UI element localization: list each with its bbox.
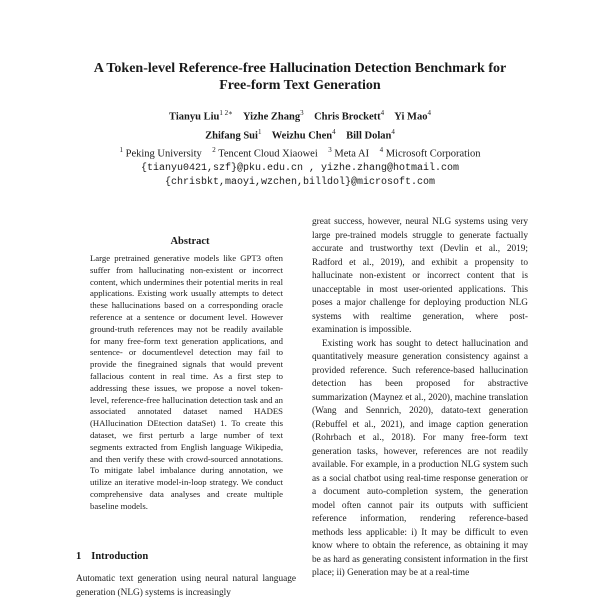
abstract-text: Large pretrained generative models like GPT3 often suffer from hallucinating non-existent or incorrect content, which undermines their potential merits in real applications. Existing work usually attempts to detect these hallucinations based on a corresponding oracle reference at a sentence or document level. However ground-truth references may not be readily available for many free-form text generation applications, and sentence- or documentlevel detection may fail to provide the finegrained signals that would prevent fallacious content in real time. As a first step to addressing these issues, we propose a novel token-level, reference-free hallucination detection task and an associated annotated dataset named HADES (HAllucination DEtection dataSet) 1. To create this dataset, we first perturb a large number of text segments extracted from English language Wikipedia, and then verify these with crowd-sourced annotations. To mitigate label imbalance during annotation, we utilize an iterative model-in-loop strategy. We conduct comprehensive data analyses and create multiple baseline models. [90,253,283,511]
intro-heading [76,551,296,562]
title-line-2: Free-form Text Generation [219,78,381,93]
author-sup: 4 [427,109,431,117]
paper-title [60,60,540,94]
author-sup: 1 [257,127,262,136]
email-line-1[interactable]: {tianyu0421,szf}@pku.edu.cn , yizhe.zhang@hotmail.com [140,162,460,174]
section-number: 1 [76,551,82,562]
affiliation: Microsoft Corporation [385,148,481,160]
affiliation-sup: 2 [212,146,216,154]
author-sup: 3 [300,109,304,117]
author-name: Bill Dolan [346,130,392,141]
author-sup: 4 [332,127,336,136]
author-name: Chris Brockett [314,111,381,123]
right-column [312,216,528,581]
abstract-body [90,253,283,513]
title-line-1: A Token-level Reference-free Hallucination Detection Benchmark for [93,61,507,76]
email-line-2[interactable]: {chrisbkt,maoyi,wzchen,billdol}@microsoft.com [164,176,436,188]
affiliation: Tencent Cloud Xiaowei [218,148,318,160]
right-paragraph-2: Existing work has sought to detect hallucination and quantitatively measure generation consistency against a provided reference. Such reference-based hallucination detection has been proposed for abstractive summarization (Maynez et al., 2020), machine translation (Wang and Sennrich, 2020), datato-text generation (Rebuffel et al., 2021), and image caption generation (Rohrbach et al., 2018). For many free-form text generation tasks, however, references are not readily available. For example, in a production NLG system such as a social chatbot using real-time response generation or a document auto-completion system, the generation model often cannot pair its outputs with sufficient reference information, rendering reference-based methods less applicable: i) It may be difficult to even know where to obtain the reference, as obtaining it may be as hard as generating consistent information in the first place; ii) Generation may be at a real-time [312,338,528,578]
author-name: Weizhu Chen [271,130,333,141]
author-name: Tianyu Liu [169,111,220,123]
author-sup: 4 [380,109,385,117]
intro-text: Automatic text generation using neural natural language generation (NLG) systems is increasingly [76,574,296,598]
affiliation-sup: 4 [379,146,384,154]
affiliation-sup: 1 [119,146,123,154]
right-paragraph-1: great success, however, neural NLG systems using very large pre-trained models struggle to generate factually accurate and trustworthy text (Devlin et al., 2019; Radford et al., 2019), and exhibit a propensity to hallucinate non-existent or incorrect content that is unacceptable in most user-oriented applications. This poses a major challenge for deploying production NLG systems with realtime generation, where post-examination is impossible. [312,217,528,335]
section-title: Introduction [91,551,149,562]
affiliations-line [40,143,560,162]
authors-line-2 [40,125,560,144]
affiliation: Peking University [125,148,202,160]
author-sup: 4 [391,127,395,136]
affiliation-sup: 3 [328,146,332,154]
author-block [40,106,560,190]
affiliation: Meta AI [334,148,370,160]
author-name: Zhifang Sui [205,130,258,141]
author-name: Yizhe Zhang [242,111,301,123]
authors-line-1 [40,106,560,125]
intro-body [76,573,296,600]
author-sup: 1 2∗ [219,109,233,117]
abstract-heading: Abstract [170,236,210,247]
author-name: Yi Mao [394,111,428,123]
